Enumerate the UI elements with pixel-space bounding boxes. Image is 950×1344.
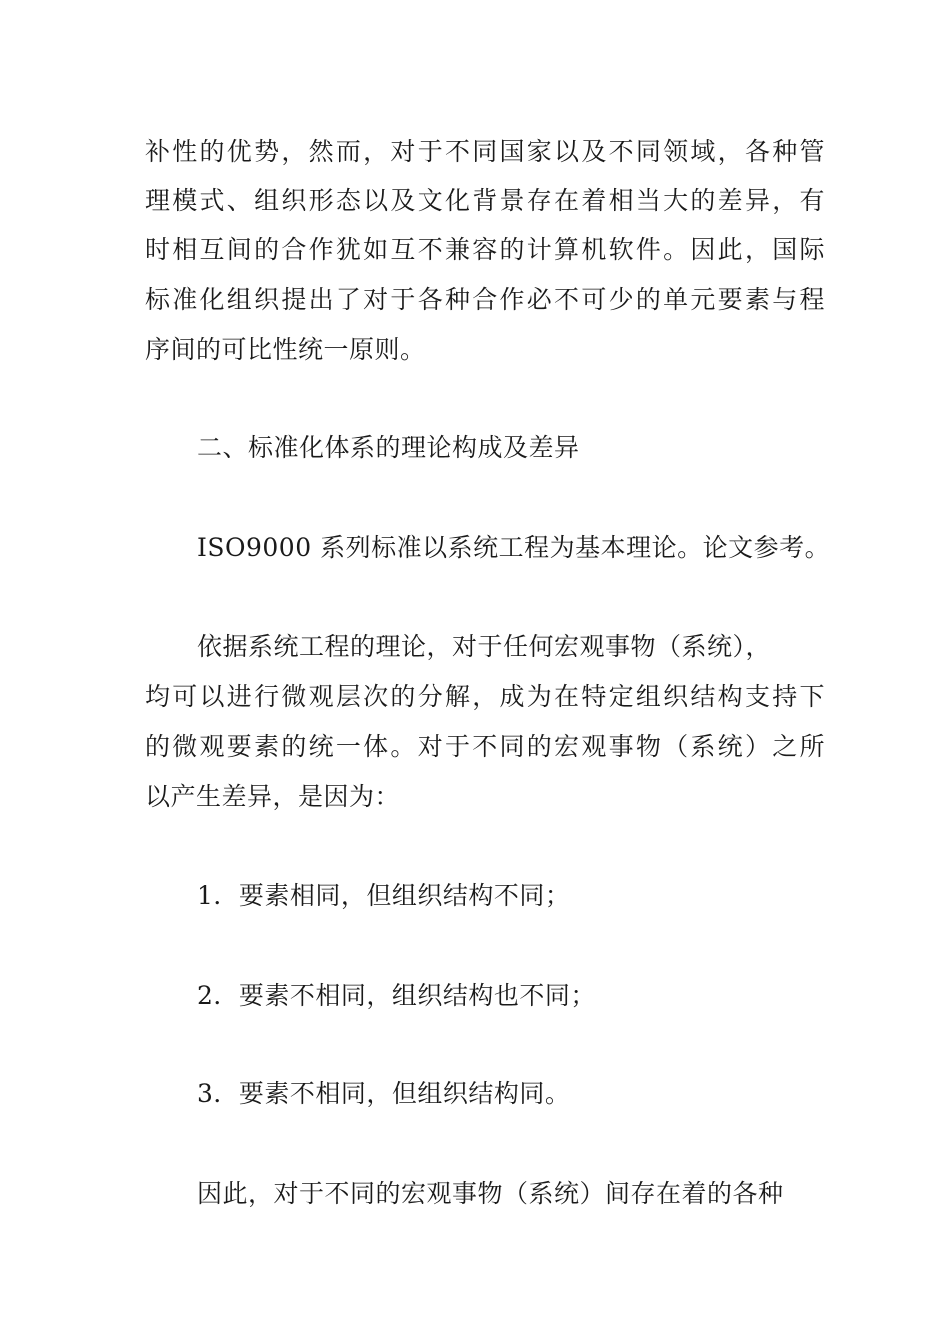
paragraph-line: 均可以进行微观层次的分解，成为在特定组织结构支持下 xyxy=(145,682,825,711)
paragraph-line: 序间的可比性统一原则。 xyxy=(145,335,426,364)
paragraph-line: 依据系统工程的理论，对于任何宏观事物（系统）， xyxy=(197,632,772,661)
list-item: 2．要素不相同，组织结构也不同； xyxy=(197,981,596,1010)
list-item: 3．要素不相同，但组织结构同。 xyxy=(197,1079,571,1108)
paragraph-line: 理模式、组织形态以及文化背景存在着相当大的差异，有 xyxy=(145,186,825,215)
paragraph-line: 时相互间的合作犹如互不兼容的计算机软件。因此，国际 xyxy=(145,235,825,264)
paragraph-line: 的微观要素的统一体。对于不同的宏观事物（系统）之所 xyxy=(145,732,825,761)
paragraph-therefore: 因此，对于不同的宏观事物（系统）间存在着的各种 xyxy=(197,1179,784,1208)
paragraph-line: 补性的优势，然而，对于不同国家以及不同领域，各种管 xyxy=(145,137,825,166)
section-heading: 二、标准化体系的理论构成及差异 xyxy=(197,433,580,462)
paragraph-iso9000: ISO9000 系列标准以系统工程为基本理论。论文参考。 xyxy=(197,533,831,562)
list-item: 1．要素相同，但组织结构不同； xyxy=(197,881,571,910)
paragraph-line: 以产生差异，是因为： xyxy=(145,782,401,811)
paragraph-line: 标准化组织提出了对于各种合作必不可少的单元要素与程 xyxy=(145,285,825,314)
